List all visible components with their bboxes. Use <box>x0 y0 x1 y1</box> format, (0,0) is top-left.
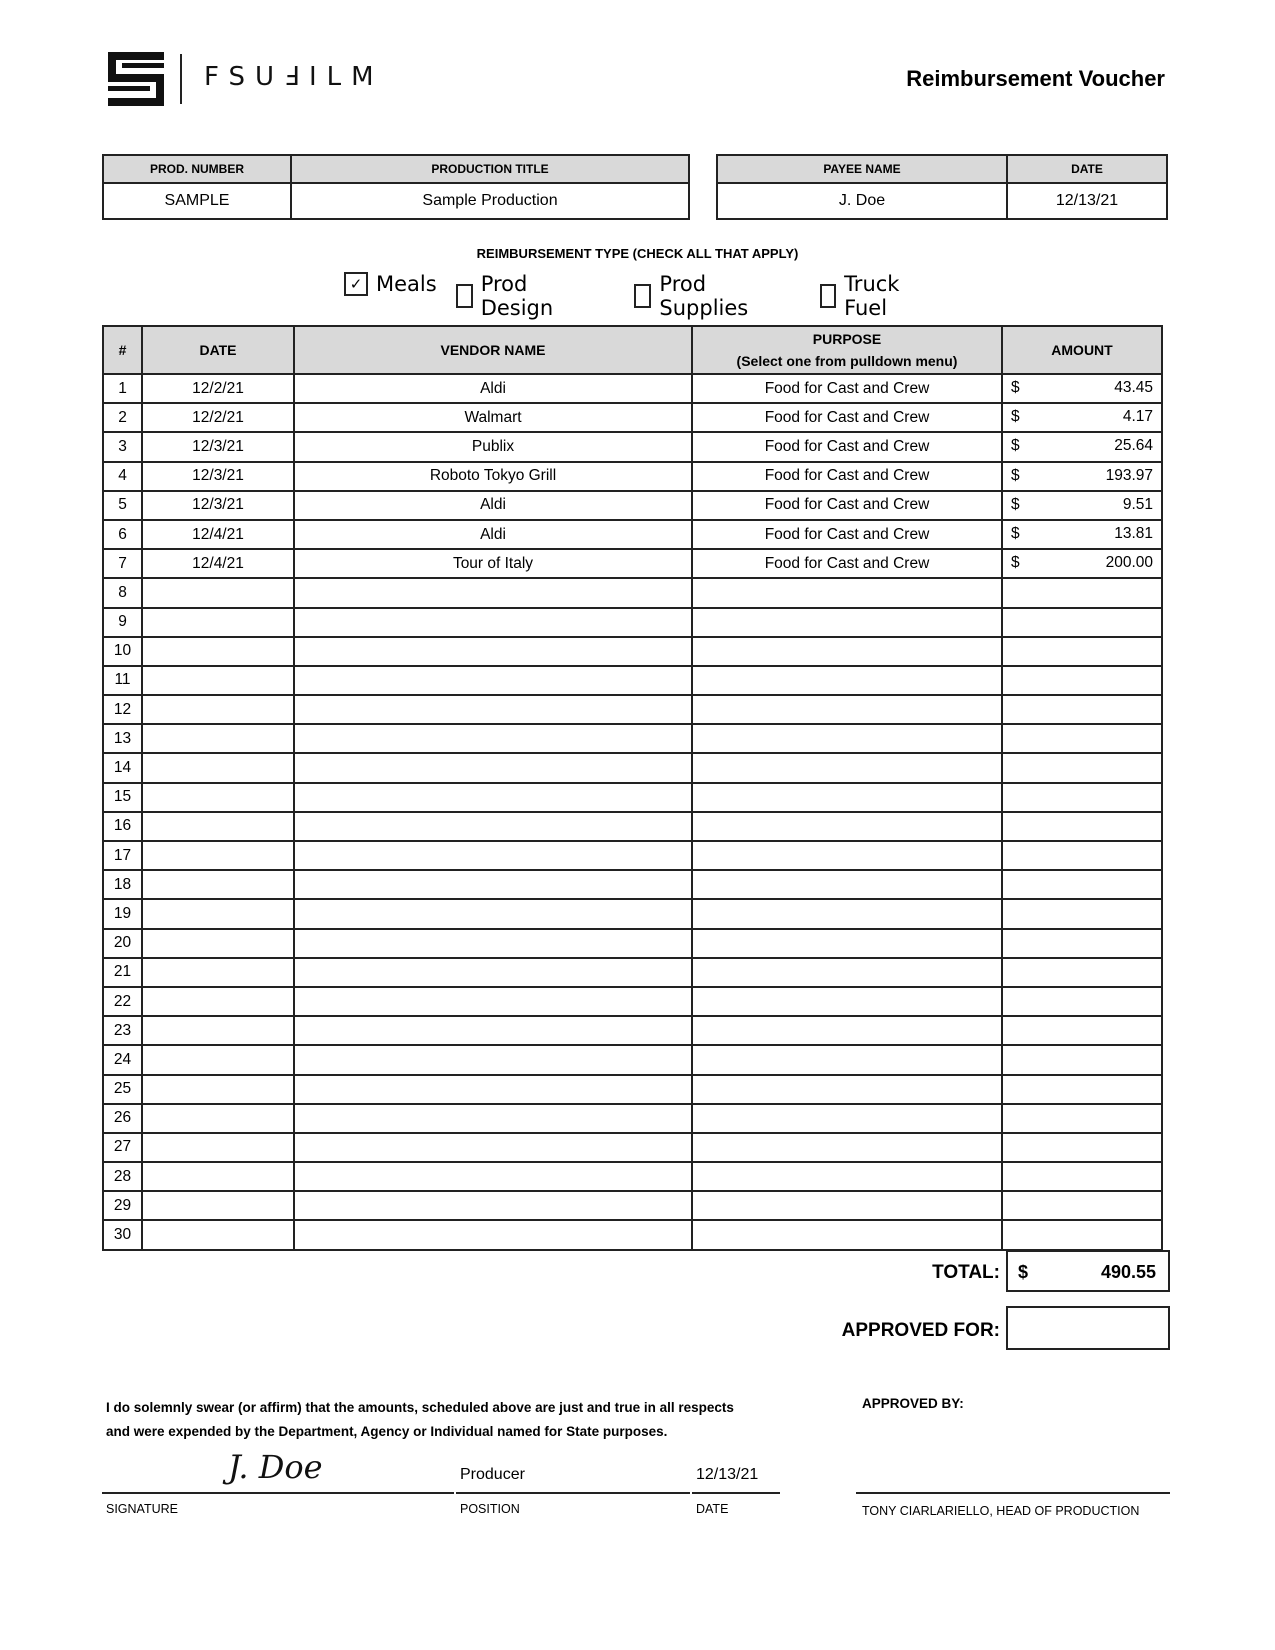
table-row <box>103 812 1162 841</box>
row-number-cell: 3 <box>103 432 142 461</box>
table-row <box>103 432 1162 461</box>
table-row <box>103 520 1162 549</box>
approver-line <box>856 1492 1170 1494</box>
amount-value: 43.45 <box>1114 379 1153 396</box>
amount-cell[interactable] <box>1002 374 1162 403</box>
vendor-cell[interactable] <box>294 637 692 666</box>
production-title-header: PRODUCTION TITLE <box>291 155 689 183</box>
oath-line: and were expended by the Department, Agency or Individual named for State purposes. <box>106 1424 668 1439</box>
amount-cell[interactable] <box>1002 987 1162 1016</box>
purpose-cell[interactable] <box>692 695 1002 724</box>
vendor-cell[interactable] <box>294 987 692 1016</box>
page-title: Reimbursement Voucher <box>906 66 1165 91</box>
purpose-cell[interactable] <box>692 1045 1002 1074</box>
purpose-cell[interactable]: Food for Cast and Crew <box>692 549 1002 578</box>
amount-cell[interactable] <box>1002 841 1162 870</box>
position-line <box>456 1492 690 1494</box>
date-cell[interactable] <box>142 958 294 987</box>
row-number-cell: 15 <box>103 783 142 812</box>
table-row <box>103 987 1162 1016</box>
production-info-table <box>102 154 690 220</box>
amount-value: 200.00 <box>1105 554 1153 572</box>
amount-cell[interactable] <box>1002 491 1162 520</box>
row-number-cell: 10 <box>103 637 142 666</box>
amount-value: 193.97 <box>1105 466 1153 484</box>
table-row <box>103 1016 1162 1045</box>
column-header-amount: AMOUNT <box>1002 326 1162 374</box>
date-cell[interactable] <box>142 1075 294 1104</box>
signature-label: SIGNATURE <box>106 1502 178 1516</box>
logo-divider <box>180 54 182 104</box>
oath-statement <box>106 1396 806 1444</box>
checkbox-label: Prod Design <box>480 272 554 320</box>
vendor-cell[interactable] <box>294 724 692 753</box>
vendor-cell[interactable]: Aldi <box>294 520 692 549</box>
date-cell[interactable]: 12/2/21 <box>142 374 294 403</box>
amount-cell[interactable] <box>1002 1220 1162 1249</box>
purpose-cell[interactable] <box>692 578 1002 607</box>
amount-cell[interactable] <box>1002 403 1162 432</box>
date-cell[interactable] <box>142 783 294 812</box>
currency-symbol: $ <box>1011 554 1020 572</box>
row-number-cell: 29 <box>103 1191 142 1220</box>
purpose-cell[interactable] <box>692 812 1002 841</box>
vendor-cell[interactable] <box>294 1045 692 1074</box>
payee-name-field[interactable]: J. Doe <box>717 183 1007 219</box>
amount-cell[interactable] <box>1002 1045 1162 1074</box>
vendor-cell[interactable] <box>294 841 692 870</box>
currency-symbol: $ <box>1011 495 1020 513</box>
purpose-cell[interactable]: Food for Cast and Crew <box>692 374 1002 403</box>
table-row <box>103 1133 1162 1162</box>
date-cell[interactable] <box>142 929 294 958</box>
vendor-cell[interactable] <box>294 1220 692 1249</box>
row-number-cell: 23 <box>103 1016 142 1045</box>
amount-cell[interactable] <box>1002 753 1162 782</box>
row-number-cell: 13 <box>103 724 142 753</box>
prod-number-field[interactable]: SAMPLE <box>103 183 291 219</box>
purpose-cell[interactable] <box>692 783 1002 812</box>
table-row <box>103 608 1162 637</box>
row-number-cell: 17 <box>103 841 142 870</box>
table-row <box>103 695 1162 724</box>
expense-table <box>102 325 1163 1251</box>
vendor-cell[interactable]: Publix <box>294 432 692 461</box>
row-number-cell: 9 <box>103 608 142 637</box>
row-number-cell: 1 <box>103 374 142 403</box>
amount-cell[interactable] <box>1002 578 1162 607</box>
vendor-cell[interactable] <box>294 1162 692 1191</box>
vendor-cell[interactable] <box>294 870 692 899</box>
vendor-cell[interactable] <box>294 812 692 841</box>
purpose-cell[interactable] <box>692 753 1002 782</box>
vendor-cell[interactable]: Aldi <box>294 491 692 520</box>
amount-cell[interactable] <box>1002 783 1162 812</box>
amount-cell[interactable] <box>1002 899 1162 928</box>
currency-symbol: $ <box>1011 408 1020 426</box>
table-row <box>103 666 1162 695</box>
amount-cell[interactable] <box>1002 929 1162 958</box>
vendor-cell[interactable] <box>294 753 692 782</box>
checkbox-label: Truck Fuel <box>844 272 900 320</box>
vendor-cell[interactable] <box>294 608 692 637</box>
row-number-cell: 4 <box>103 462 142 491</box>
currency-symbol: $ <box>1011 466 1020 484</box>
total-label: TOTAL: <box>932 1262 1000 1283</box>
purpose-cell[interactable]: Food for Cast and Crew <box>692 520 1002 549</box>
amount-cell[interactable] <box>1002 870 1162 899</box>
amount-value: 25.64 <box>1114 437 1153 455</box>
date-cell[interactable] <box>142 1133 294 1162</box>
purpose-cell[interactable] <box>692 899 1002 928</box>
row-number-cell: 18 <box>103 870 142 899</box>
currency-symbol: $ <box>1011 379 1020 396</box>
logo-text: FSUℲILM <box>204 62 384 92</box>
checkbox-label: Meals <box>376 272 437 296</box>
purpose-cell[interactable] <box>692 1162 1002 1191</box>
row-number-cell: 25 <box>103 1075 142 1104</box>
row-number-cell: 8 <box>103 578 142 607</box>
checkbox-label: Prod Supplies <box>659 272 749 320</box>
date-cell[interactable] <box>142 812 294 841</box>
column-header-date: DATE <box>142 326 294 374</box>
table-row <box>103 374 1162 403</box>
row-number-cell: 24 <box>103 1045 142 1074</box>
table-row <box>103 929 1162 958</box>
date-cell[interactable] <box>142 870 294 899</box>
table-row <box>103 1220 1162 1249</box>
amount-cell[interactable] <box>1002 695 1162 724</box>
approver-name: TONY CIARLARIELLO, HEAD OF PRODUCTION <box>862 1504 1140 1518</box>
amount-cell[interactable] <box>1002 608 1162 637</box>
purpose-cell[interactable] <box>692 870 1002 899</box>
signature-date-value[interactable]: 12/13/21 <box>696 1466 759 1483</box>
table-row <box>103 753 1162 782</box>
purpose-cell[interactable] <box>692 987 1002 1016</box>
checkbox-box[interactable] <box>344 272 368 296</box>
amount-cell[interactable] <box>1002 1104 1162 1133</box>
row-number-cell: 7 <box>103 549 142 578</box>
table-row <box>103 491 1162 520</box>
currency-symbol: $ <box>1011 437 1020 455</box>
vendor-cell[interactable] <box>294 1075 692 1104</box>
date-cell[interactable] <box>142 1045 294 1074</box>
row-number-cell: 5 <box>103 491 142 520</box>
date-cell[interactable]: 12/3/21 <box>142 462 294 491</box>
date-cell[interactable] <box>142 578 294 607</box>
purpose-cell[interactable] <box>692 1133 1002 1162</box>
signature-image: J. Doe <box>228 1448 323 1486</box>
payee-info-table <box>716 154 1168 220</box>
table-row <box>103 462 1162 491</box>
purpose-cell[interactable] <box>692 929 1002 958</box>
date-cell[interactable] <box>142 695 294 724</box>
table-row <box>103 403 1162 432</box>
company-logo <box>108 52 384 106</box>
purpose-cell[interactable] <box>692 724 1002 753</box>
logo-mark-icon <box>108 52 164 106</box>
row-number-cell: 20 <box>103 929 142 958</box>
amount-cell[interactable] <box>1002 1162 1162 1191</box>
table-row <box>103 841 1162 870</box>
date-line <box>692 1492 780 1494</box>
approved-by-label: APPROVED BY: <box>862 1396 964 1411</box>
checkbox-prod-design[interactable] <box>456 272 561 320</box>
date-header: DATE <box>1007 155 1167 183</box>
position-label: POSITION <box>460 1502 520 1516</box>
total-value: 490.55 <box>1100 1262 1156 1282</box>
position-value[interactable]: Producer <box>460 1466 525 1483</box>
row-number-cell: 2 <box>103 403 142 432</box>
row-number-cell: 16 <box>103 812 142 841</box>
expense-table-body <box>103 374 1162 1250</box>
table-row <box>103 724 1162 753</box>
row-number-cell: 19 <box>103 899 142 928</box>
vendor-cell[interactable] <box>294 1191 692 1220</box>
purpose-cell[interactable] <box>692 1016 1002 1045</box>
date-cell[interactable] <box>142 1220 294 1249</box>
reimbursement-type-title: REIMBURSEMENT TYPE (CHECK ALL THAT APPLY) <box>476 246 799 261</box>
date-cell[interactable] <box>142 1104 294 1133</box>
amount-cell[interactable] <box>1002 549 1162 578</box>
check-icon: ✓ <box>349 276 363 293</box>
date-cell[interactable] <box>142 753 294 782</box>
table-row <box>103 1045 1162 1074</box>
purpose-cell[interactable] <box>692 1104 1002 1133</box>
purpose-cell[interactable]: Food for Cast and Crew <box>692 403 1002 432</box>
date-cell[interactable] <box>142 1016 294 1045</box>
date-cell[interactable] <box>142 987 294 1016</box>
signature-line <box>102 1492 454 1494</box>
checkbox-box[interactable] <box>456 284 473 308</box>
purpose-cell[interactable] <box>692 841 1002 870</box>
date-cell[interactable]: 12/2/21 <box>142 403 294 432</box>
date-label: DATE <box>696 1502 729 1516</box>
date-cell[interactable] <box>142 899 294 928</box>
date-cell[interactable] <box>142 666 294 695</box>
vendor-cell[interactable]: Roboto Tokyo Grill <box>294 462 692 491</box>
table-row <box>103 1104 1162 1133</box>
table-row <box>103 899 1162 928</box>
vendor-cell[interactable] <box>294 783 692 812</box>
approved-for-label: APPROVED FOR: <box>841 1320 1000 1341</box>
checkbox-box[interactable] <box>634 284 651 308</box>
table-row <box>103 1191 1162 1220</box>
date-cell[interactable] <box>142 608 294 637</box>
amount-value: 4.17 <box>1122 408 1153 426</box>
amount-cell[interactable] <box>1002 958 1162 987</box>
date-cell[interactable]: 12/4/21 <box>142 520 294 549</box>
checkbox-box[interactable] <box>820 284 836 308</box>
purpose-cell[interactable] <box>692 1075 1002 1104</box>
checkbox-meals[interactable] <box>344 272 437 296</box>
vendor-cell[interactable] <box>294 1016 692 1045</box>
amount-cell[interactable] <box>1002 1016 1162 1045</box>
purpose-cell[interactable] <box>692 1220 1002 1249</box>
date-cell[interactable] <box>142 724 294 753</box>
prod-number-header: PROD. NUMBER <box>103 155 291 183</box>
purpose-cell[interactable] <box>692 958 1002 987</box>
purpose-header-label: PURPOSE <box>812 331 882 347</box>
approved-for-field[interactable] <box>1006 1306 1170 1350</box>
vendor-cell[interactable] <box>294 578 692 607</box>
date-cell[interactable] <box>142 841 294 870</box>
vendor-cell[interactable]: Tour of Italy <box>294 549 692 578</box>
date-cell[interactable] <box>142 637 294 666</box>
vendor-cell[interactable] <box>294 666 692 695</box>
row-number-cell: 26 <box>103 1104 142 1133</box>
purpose-cell[interactable]: Food for Cast and Crew <box>692 491 1002 520</box>
table-row <box>103 578 1162 607</box>
row-number-cell: 6 <box>103 520 142 549</box>
vendor-cell[interactable] <box>294 929 692 958</box>
column-header-purpose <box>692 326 1002 374</box>
table-row <box>103 958 1162 987</box>
row-number-cell: 28 <box>103 1162 142 1191</box>
amount-cell[interactable] <box>1002 666 1162 695</box>
total-currency: $ <box>1018 1262 1029 1282</box>
amount-cell[interactable] <box>1002 432 1162 461</box>
amount-cell[interactable] <box>1002 1133 1162 1162</box>
amount-cell[interactable] <box>1002 724 1162 753</box>
vendor-cell[interactable]: Aldi <box>294 374 692 403</box>
table-row <box>103 549 1162 578</box>
row-number-cell: 22 <box>103 987 142 1016</box>
date-field[interactable]: 12/13/21 <box>1007 183 1167 219</box>
row-number-cell: 30 <box>103 1220 142 1249</box>
column-header-num: # <box>103 326 142 374</box>
vendor-cell[interactable] <box>294 695 692 724</box>
payee-name-header: PAYEE NAME <box>717 155 1007 183</box>
row-number-cell: 12 <box>103 695 142 724</box>
production-title-field[interactable]: Sample Production <box>291 183 689 219</box>
oath-line: I do solemnly swear (or affirm) that the amounts, scheduled above are just and true in all respects <box>106 1400 734 1415</box>
row-number-cell: 27 <box>103 1133 142 1162</box>
row-number-cell: 14 <box>103 753 142 782</box>
purpose-cell[interactable] <box>692 608 1002 637</box>
checkbox-truck-fuel[interactable] <box>820 272 907 320</box>
vendor-cell[interactable] <box>294 899 692 928</box>
purpose-cell[interactable] <box>692 637 1002 666</box>
row-number-cell: 11 <box>103 666 142 695</box>
amount-value: 9.51 <box>1122 495 1153 513</box>
amount-cell[interactable] <box>1002 1075 1162 1104</box>
purpose-header-sub: (Select one from pulldown menu) <box>736 353 958 369</box>
vendor-cell[interactable] <box>294 958 692 987</box>
checkbox-prod-supplies[interactable] <box>634 272 755 320</box>
purpose-cell[interactable] <box>692 1191 1002 1220</box>
amount-cell[interactable] <box>1002 1191 1162 1220</box>
amount-value: 13.81 <box>1114 524 1153 542</box>
table-row <box>103 1162 1162 1191</box>
purpose-cell[interactable]: Food for Cast and Crew <box>692 462 1002 491</box>
vendor-cell[interactable] <box>294 1133 692 1162</box>
purpose-cell[interactable]: Food for Cast and Crew <box>692 432 1002 461</box>
table-row <box>103 870 1162 899</box>
date-cell[interactable]: 12/3/21 <box>142 491 294 520</box>
amount-cell[interactable] <box>1002 812 1162 841</box>
row-number-cell: 21 <box>103 958 142 987</box>
currency-symbol: $ <box>1011 524 1020 542</box>
date-cell[interactable] <box>142 1162 294 1191</box>
purpose-cell[interactable] <box>692 666 1002 695</box>
table-row <box>103 1075 1162 1104</box>
amount-cell[interactable] <box>1002 520 1162 549</box>
date-cell[interactable]: 12/4/21 <box>142 549 294 578</box>
date-cell[interactable]: 12/3/21 <box>142 432 294 461</box>
column-header-vendor: VENDOR NAME <box>294 326 692 374</box>
total-amount-box <box>1006 1250 1170 1292</box>
table-row <box>103 783 1162 812</box>
vendor-cell[interactable] <box>294 1104 692 1133</box>
vendor-cell[interactable]: Walmart <box>294 403 692 432</box>
amount-cell[interactable] <box>1002 462 1162 491</box>
date-cell[interactable] <box>142 1191 294 1220</box>
amount-cell[interactable] <box>1002 637 1162 666</box>
table-row <box>103 637 1162 666</box>
